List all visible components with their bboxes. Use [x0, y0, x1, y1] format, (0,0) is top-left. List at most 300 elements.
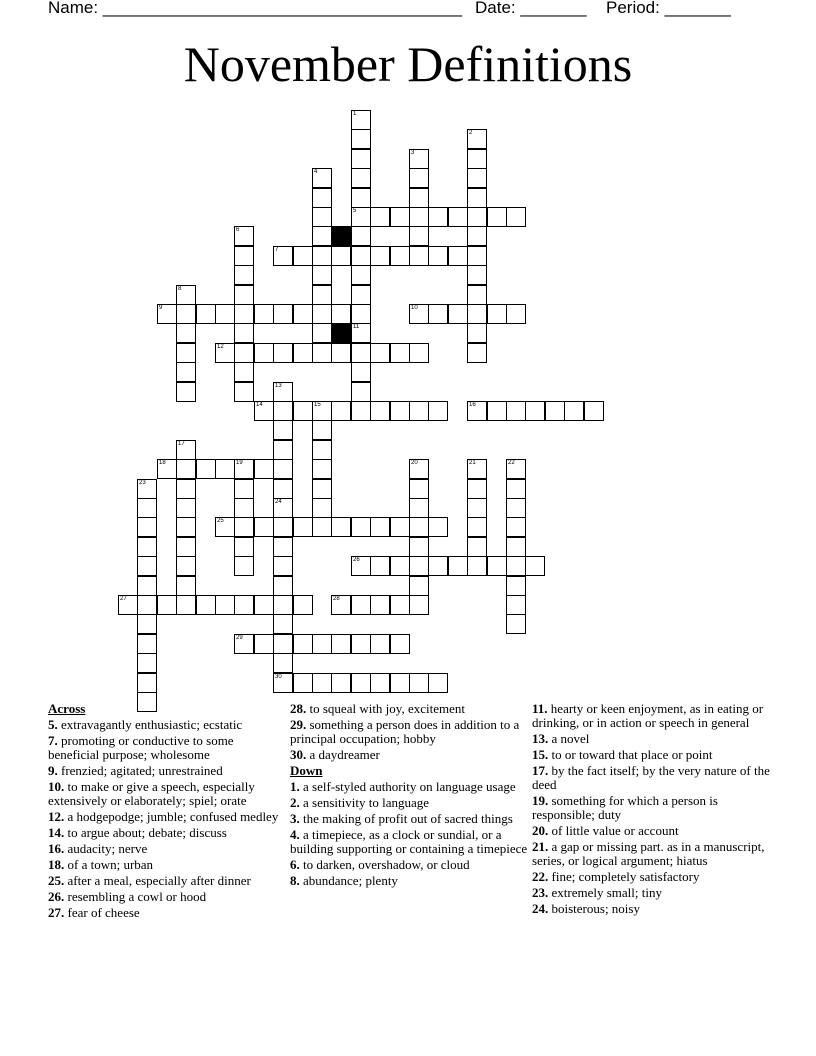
- crossword-cell[interactable]: [234, 498, 254, 518]
- crossword-cell[interactable]: [118, 595, 138, 615]
- crossword-cell[interactable]: [428, 556, 448, 576]
- crossword-cell[interactable]: [409, 149, 429, 169]
- crossword-cell[interactable]: [564, 401, 584, 421]
- down-clue: [532, 870, 772, 884]
- clue-number-label: 9.: [48, 763, 58, 778]
- crossword-cell[interactable]: [409, 401, 429, 421]
- crossword-cell[interactable]: [506, 498, 526, 518]
- clue-number-label: 21.: [532, 839, 549, 854]
- crossword-cell[interactable]: [273, 304, 293, 324]
- crossword-cell[interactable]: [331, 673, 351, 693]
- crossword-cell[interactable]: [176, 304, 196, 324]
- crossword-cell[interactable]: [312, 401, 332, 421]
- crossword-cell[interactable]: [273, 440, 293, 460]
- crossword-cell[interactable]: [351, 343, 371, 363]
- across-clue-list-continued: [290, 702, 530, 762]
- crossword-cell[interactable]: [506, 479, 526, 499]
- down-clue: [290, 874, 530, 888]
- across-clue: [48, 810, 288, 824]
- crossword-cell[interactable]: [176, 498, 196, 518]
- crossword-cell[interactable]: [351, 188, 371, 208]
- clue-number: 17: [178, 441, 185, 447]
- crossword-cell[interactable]: [370, 246, 390, 266]
- crossword-cell[interactable]: [273, 673, 293, 693]
- crossword-cell[interactable]: [331, 517, 351, 537]
- crossword-cell[interactable]: [370, 207, 390, 227]
- crossword-cell[interactable]: [545, 401, 565, 421]
- crossword-cell[interactable]: [312, 285, 332, 305]
- crossword-cell[interactable]: [312, 304, 332, 324]
- crossword-cell[interactable]: [176, 382, 196, 402]
- down-clue: [532, 794, 772, 822]
- crossword-cell[interactable]: [234, 304, 254, 324]
- crossword-cell[interactable]: [312, 440, 332, 460]
- crossword-cell[interactable]: [351, 110, 371, 130]
- clue-number-label: 14.: [48, 825, 65, 840]
- crossword-cell[interactable]: [273, 556, 293, 576]
- crossword-cell[interactable]: [234, 634, 254, 654]
- clue-text: the making of profit out of sacred things: [299, 811, 513, 826]
- crossword-cell[interactable]: [370, 343, 390, 363]
- clue-number-label: 7.: [48, 733, 58, 748]
- crossword-cell[interactable]: [351, 304, 371, 324]
- crossword-cell[interactable]: [370, 634, 390, 654]
- crossword-cell[interactable]: [254, 517, 274, 537]
- clue-number-label: 4.: [290, 827, 300, 842]
- crossword-cell[interactable]: [506, 556, 526, 576]
- crossword-cell[interactable]: [254, 595, 274, 615]
- crossword-cell[interactable]: [234, 517, 254, 537]
- clue-text: of a town; urban: [64, 857, 154, 872]
- crossword-cell[interactable]: [351, 401, 371, 421]
- crossword-cell[interactable]: [312, 343, 332, 363]
- crossword-cell[interactable]: [351, 129, 371, 149]
- crossword-cell[interactable]: [506, 537, 526, 557]
- crossword-cell[interactable]: [409, 576, 429, 596]
- crossword-cell[interactable]: [506, 576, 526, 596]
- crossword-cell[interactable]: [409, 246, 429, 266]
- crossword-cell[interactable]: [467, 401, 487, 421]
- clue-number-label: 3.: [290, 811, 300, 826]
- crossword-cell[interactable]: [312, 517, 332, 537]
- crossword-cell[interactable]: [525, 556, 545, 576]
- crossword-cell[interactable]: [506, 401, 526, 421]
- crossword-cell[interactable]: [234, 595, 254, 615]
- crossword-cell[interactable]: [137, 576, 157, 596]
- across-clue: [48, 826, 288, 840]
- crossword-cell[interactable]: [234, 479, 254, 499]
- crossword-cell[interactable]: [273, 401, 293, 421]
- clue-number: 23: [139, 480, 146, 486]
- crossword-cell[interactable]: [273, 420, 293, 440]
- crossword-cell[interactable]: [351, 323, 371, 343]
- clue-number: 22: [508, 460, 515, 466]
- crossword-cell[interactable]: [273, 459, 293, 479]
- crossword-cell[interactable]: [448, 246, 468, 266]
- clue-number: 1: [353, 111, 357, 117]
- clue-number: 10: [411, 305, 418, 311]
- clue-number-label: 24.: [532, 901, 549, 916]
- crossword-cell[interactable]: [196, 459, 216, 479]
- clue-number-label: 19.: [532, 793, 549, 808]
- clue-text: a timepiece, as a clock or sundial, or a building supporting or containing a timepiece: [290, 827, 528, 856]
- down-clue: [290, 828, 530, 856]
- crossword-cell[interactable]: [467, 323, 487, 343]
- crossword-cell[interactable]: [273, 614, 293, 634]
- crossword-cell[interactable]: [312, 420, 332, 440]
- crossword-cell[interactable]: [176, 479, 196, 499]
- crossword-cell[interactable]: [273, 382, 293, 402]
- crossword-cell[interactable]: [467, 129, 487, 149]
- crossword-cell[interactable]: [273, 576, 293, 596]
- clue-text: extremely small; tiny: [548, 885, 662, 900]
- clue-number: 6: [236, 227, 240, 233]
- crossword-cell[interactable]: [293, 401, 313, 421]
- period-field-label[interactable]: Period: _______: [606, 0, 731, 17]
- clue-text: to or toward that place or point: [548, 747, 713, 762]
- crossword-cell[interactable]: [312, 634, 332, 654]
- crossword-cell[interactable]: [351, 168, 371, 188]
- down-clue: [532, 824, 772, 838]
- crossword-cell[interactable]: [428, 207, 448, 227]
- crossword-cell[interactable]: [487, 304, 507, 324]
- crossword-cell[interactable]: [273, 343, 293, 363]
- crossword-cell[interactable]: [176, 517, 196, 537]
- crossword-cell[interactable]: [273, 517, 293, 537]
- crossword-cell[interactable]: [351, 265, 371, 285]
- crossword-cell[interactable]: [312, 168, 332, 188]
- crossword-cell[interactable]: [234, 382, 254, 402]
- crossword-cell[interactable]: [351, 634, 371, 654]
- crossword-cell[interactable]: [234, 362, 254, 382]
- clue-number-label: 30.: [290, 747, 307, 762]
- crossword-cell[interactable]: [370, 401, 390, 421]
- crossword-cell[interactable]: [390, 673, 410, 693]
- clue-text: something for which a person is responsible; duty: [532, 793, 718, 822]
- crossword-cell[interactable]: [390, 246, 410, 266]
- down-clue: [290, 858, 530, 872]
- crossword-cell[interactable]: [137, 479, 157, 499]
- clue-text: a daydreamer: [306, 747, 380, 762]
- crossword-cell[interactable]: [390, 343, 410, 363]
- crossword-cell[interactable]: [467, 285, 487, 305]
- crossword-cell[interactable]: [467, 149, 487, 169]
- crossword-cell[interactable]: [331, 595, 351, 615]
- crossword-cell[interactable]: [254, 634, 274, 654]
- crossword-cell[interactable]: [409, 537, 429, 557]
- crossword-cell[interactable]: [312, 479, 332, 499]
- crossword-cell[interactable]: [273, 246, 293, 266]
- clue-text: after a meal, especially after dinner: [64, 873, 251, 888]
- crossword-cell[interactable]: [176, 459, 196, 479]
- clue-text: audacity; nerve: [64, 841, 148, 856]
- crossword-cell[interactable]: [390, 517, 410, 537]
- crossword-cell[interactable]: [312, 246, 332, 266]
- crossword-cell[interactable]: [390, 595, 410, 615]
- crossword-cell[interactable]: [196, 304, 216, 324]
- down-clue: [290, 780, 530, 794]
- clue-text: of little value or account: [548, 823, 679, 838]
- crossword-cell[interactable]: [137, 673, 157, 693]
- crossword-cell[interactable]: [273, 634, 293, 654]
- clue-number: 28: [333, 596, 340, 602]
- crossword-cell[interactable]: [176, 362, 196, 382]
- crossword-cell[interactable]: [409, 673, 429, 693]
- crossword-cell[interactable]: [467, 226, 487, 246]
- crossword-cell[interactable]: [506, 614, 526, 634]
- clue-text: a gap or missing part. as in a manuscript, series, or logical argument; hiatus: [532, 839, 765, 868]
- crossword-cell[interactable]: [428, 304, 448, 324]
- crossword-cell[interactable]: [351, 149, 371, 169]
- crossword-cell[interactable]: [312, 226, 332, 246]
- across-clue: [48, 858, 288, 872]
- crossword-cell[interactable]: [137, 556, 157, 576]
- crossword-cell[interactable]: [351, 246, 371, 266]
- crossword-cell[interactable]: [448, 304, 468, 324]
- crossword-cell[interactable]: [428, 246, 448, 266]
- crossword-cell[interactable]: [467, 556, 487, 576]
- crossword-cell[interactable]: [409, 517, 429, 537]
- clue-text: to squeal with joy, excitement: [306, 701, 465, 716]
- crossword-cell[interactable]: [351, 226, 371, 246]
- clue-number: 12: [217, 344, 224, 350]
- crossword-cell[interactable]: [137, 653, 157, 673]
- crossword-cell[interactable]: [428, 517, 448, 537]
- crossword-cell[interactable]: [215, 304, 235, 324]
- crossword-cell[interactable]: [273, 479, 293, 499]
- crossword-cell[interactable]: [390, 634, 410, 654]
- crossword-cell[interactable]: [467, 479, 487, 499]
- crossword-cell[interactable]: [312, 498, 332, 518]
- crossword-cell[interactable]: [234, 246, 254, 266]
- date-field-label[interactable]: Date: _______: [475, 0, 587, 17]
- crossword-cell[interactable]: [137, 498, 157, 518]
- crossword-cell[interactable]: [273, 595, 293, 615]
- crossword-cell[interactable]: [467, 188, 487, 208]
- crossword-cell[interactable]: [351, 362, 371, 382]
- clue-number-label: 13.: [532, 731, 549, 746]
- crossword-cell[interactable]: [273, 653, 293, 673]
- crossword-cell[interactable]: [293, 673, 313, 693]
- crossword-cell[interactable]: [273, 498, 293, 518]
- crossword-cell[interactable]: [157, 595, 177, 615]
- crossword-cell[interactable]: [176, 537, 196, 557]
- crossword-cell[interactable]: [176, 343, 196, 363]
- crossword-cell[interactable]: [409, 343, 429, 363]
- crossword-cell[interactable]: [312, 459, 332, 479]
- crossword-cell[interactable]: [137, 614, 157, 634]
- crossword-cell[interactable]: [351, 207, 371, 227]
- crossword-cell[interactable]: [487, 556, 507, 576]
- clue-number: 14: [256, 402, 263, 408]
- clue-number: 27: [120, 596, 127, 602]
- name-field-label[interactable]: Name: ______________________________________: [48, 0, 463, 17]
- clue-text: hearty or keen enjoyment, as in eating or drinking, or in action or speech in general: [532, 701, 764, 730]
- clue-text: to argue about; debate; discuss: [64, 825, 227, 840]
- crossword-cell[interactable]: [409, 459, 429, 479]
- crossword-cell[interactable]: [428, 401, 448, 421]
- crossword-cell[interactable]: [176, 440, 196, 460]
- crossword-cell[interactable]: [506, 595, 526, 615]
- clue-number-label: 17.: [532, 763, 549, 778]
- crossword-cell[interactable]: [176, 285, 196, 305]
- crossword-cell[interactable]: [467, 517, 487, 537]
- crossword-cell[interactable]: [467, 168, 487, 188]
- crossword-cell[interactable]: [312, 188, 332, 208]
- crossword-cell[interactable]: [293, 304, 313, 324]
- crossword-cell[interactable]: [370, 595, 390, 615]
- crossword-cell[interactable]: [234, 265, 254, 285]
- crossword-cell[interactable]: [137, 634, 157, 654]
- crossword-cell[interactable]: [370, 673, 390, 693]
- crossword-cell[interactable]: [409, 188, 429, 208]
- across-clue-list: [48, 718, 288, 920]
- crossword-cell[interactable]: [370, 517, 390, 537]
- crossword-cell[interactable]: [390, 207, 410, 227]
- down-clue: [532, 748, 772, 762]
- crossword-cell[interactable]: [525, 401, 545, 421]
- crossword-cell[interactable]: [370, 556, 390, 576]
- crossword-cell[interactable]: [312, 265, 332, 285]
- crossword-cell[interactable]: [448, 556, 468, 576]
- clue-number: 16: [469, 402, 476, 408]
- crossword-cell[interactable]: [137, 537, 157, 557]
- crossword-cell[interactable]: [351, 556, 371, 576]
- clue-text: boisterous; noisy: [548, 901, 640, 916]
- clue-number: 25: [217, 518, 224, 524]
- crossword-cell[interactable]: [331, 304, 351, 324]
- crossword-cell[interactable]: [234, 537, 254, 557]
- crossword-cell[interactable]: [409, 498, 429, 518]
- crossword-cell[interactable]: [448, 207, 468, 227]
- clue-number: 4: [314, 169, 318, 175]
- crossword-cell[interactable]: [215, 595, 235, 615]
- crossword-cell[interactable]: [254, 304, 274, 324]
- crossword-cell[interactable]: [312, 673, 332, 693]
- crossword-cell[interactable]: [390, 556, 410, 576]
- down-clue: [532, 886, 772, 900]
- crossword-cell[interactable]: [176, 595, 196, 615]
- crossword-cell[interactable]: [215, 459, 235, 479]
- crossword-cell[interactable]: [467, 537, 487, 557]
- clue-text: abundance; plenty: [299, 873, 398, 888]
- down-clue: [532, 702, 772, 730]
- crossword-cell[interactable]: [351, 595, 371, 615]
- crossword-cell[interactable]: [331, 634, 351, 654]
- crossword-cell[interactable]: [254, 343, 274, 363]
- crossword-cell[interactable]: [137, 595, 157, 615]
- crossword-cell[interactable]: [506, 517, 526, 537]
- across-clue: [48, 842, 288, 856]
- crossword-cell[interactable]: [293, 634, 313, 654]
- crossword-cell[interactable]: [215, 517, 235, 537]
- clue-text: a sensitivity to language: [299, 795, 430, 810]
- crossword-cell[interactable]: [351, 517, 371, 537]
- crossword-cell[interactable]: [312, 207, 332, 227]
- crossword-cell[interactable]: [293, 246, 313, 266]
- crossword-cell[interactable]: [176, 556, 196, 576]
- across-clue: [48, 906, 288, 920]
- crossword-cell[interactable]: [409, 595, 429, 615]
- crossword-cell[interactable]: [487, 401, 507, 421]
- clue-text: something a person does in addition to a principal occupation; hobby: [290, 717, 520, 746]
- clue-number-label: 12.: [48, 809, 65, 824]
- crossword-cell[interactable]: [409, 304, 429, 324]
- crossword-cell[interactable]: [351, 285, 371, 305]
- crossword-cell[interactable]: [467, 343, 487, 363]
- crossword-cell[interactable]: [293, 517, 313, 537]
- crossword-cell[interactable]: [176, 323, 196, 343]
- crossword-cell[interactable]: [273, 537, 293, 557]
- crossword-cell[interactable]: [351, 382, 371, 402]
- clue-number-label: 23.: [532, 885, 549, 900]
- crossword-cell[interactable]: [409, 479, 429, 499]
- crossword-cell[interactable]: [467, 304, 487, 324]
- clue-number: 19: [236, 460, 243, 466]
- crossword-cell[interactable]: [506, 304, 526, 324]
- crossword-cell[interactable]: [428, 673, 448, 693]
- crossword-cell[interactable]: [467, 498, 487, 518]
- crossword-cell[interactable]: [157, 304, 177, 324]
- crossword-cell[interactable]: [234, 556, 254, 576]
- crossword-cell[interactable]: [196, 595, 216, 615]
- crossword-cell[interactable]: [467, 246, 487, 266]
- crossword-cell[interactable]: [234, 226, 254, 246]
- crossword-cell[interactable]: [351, 673, 371, 693]
- crossword-cell[interactable]: [234, 285, 254, 305]
- crossword-cell[interactable]: [331, 246, 351, 266]
- crossword-cell[interactable]: [506, 207, 526, 227]
- crossword-cell[interactable]: [312, 323, 332, 343]
- crossword-cell[interactable]: [254, 459, 274, 479]
- crossword-cell[interactable]: [293, 343, 313, 363]
- crossword-cell[interactable]: [467, 207, 487, 227]
- crossword-cell[interactable]: [409, 168, 429, 188]
- crossword-cell[interactable]: [234, 459, 254, 479]
- crossword-cell[interactable]: [176, 576, 196, 596]
- crossword-cell[interactable]: [487, 207, 507, 227]
- black-block-cell: [331, 323, 351, 343]
- crossword-cell[interactable]: [409, 556, 429, 576]
- across-clue: [48, 780, 288, 808]
- clue-text: to darken, overshadow, or cloud: [299, 857, 470, 872]
- clue-number: 20: [411, 460, 418, 466]
- crossword-cell[interactable]: [234, 323, 254, 343]
- down-clue: [290, 796, 530, 810]
- crossword-cell[interactable]: [409, 207, 429, 227]
- down-clue: [532, 732, 772, 746]
- crossword-cell[interactable]: [506, 459, 526, 479]
- across-clue: [48, 718, 288, 732]
- crossword-cell[interactable]: [331, 343, 351, 363]
- crossword-cell[interactable]: [157, 459, 177, 479]
- crossword-cell[interactable]: [331, 401, 351, 421]
- crossword-cell[interactable]: [137, 517, 157, 537]
- crossword-cell[interactable]: [409, 226, 429, 246]
- across-clue: [48, 874, 288, 888]
- crossword-cell[interactable]: [234, 343, 254, 363]
- crossword-cell[interactable]: [215, 343, 235, 363]
- crossword-cell[interactable]: [467, 459, 487, 479]
- crossword-cell[interactable]: [254, 401, 274, 421]
- crossword-cell[interactable]: [584, 401, 604, 421]
- clue-number: 3: [411, 150, 415, 156]
- crossword-cell[interactable]: [467, 265, 487, 285]
- across-clue: [290, 718, 530, 746]
- clue-text: fine; completely satisfactory: [548, 869, 700, 884]
- crossword-cell[interactable]: [293, 595, 313, 615]
- crossword-cell[interactable]: [390, 401, 410, 421]
